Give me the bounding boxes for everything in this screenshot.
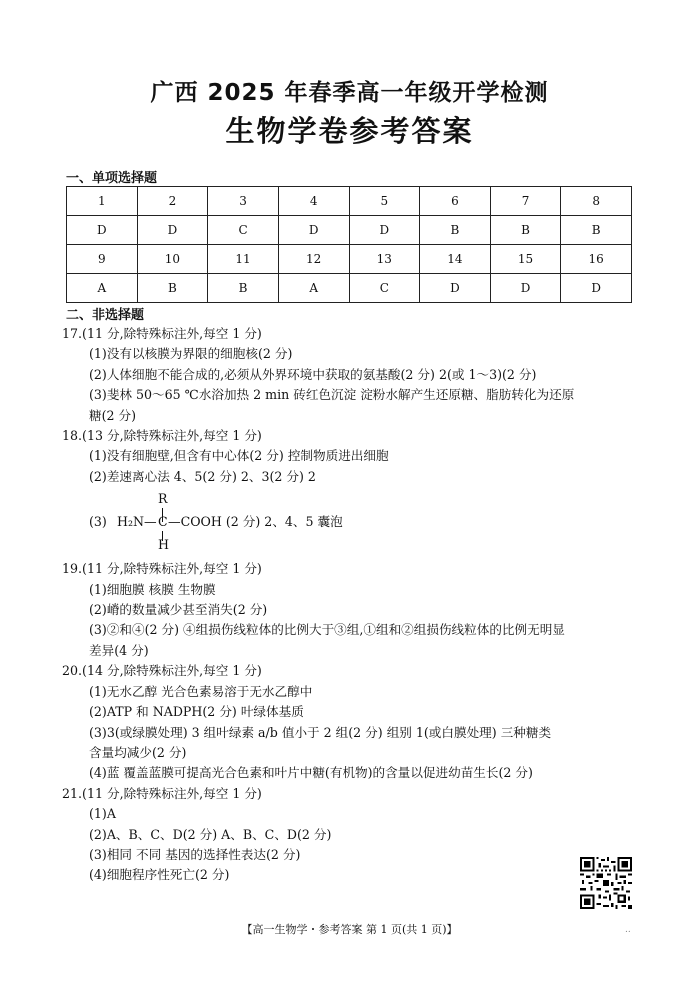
answer-table — [66, 186, 632, 303]
q21-answer-2: (2)A、B、C、D(2 分) A、B、C、D(2 分) — [89, 826, 332, 842]
page-footer: 【高一生物学・参考答案 第 1 页(共 1 页)】 — [241, 923, 458, 936]
table-cell: B — [490, 216, 561, 245]
q17-answer-2: (2)人体细胞不能合成的,必须从外界环境中获取的氨基酸(2 分) 2(或 1～3)(2 分) — [89, 366, 537, 382]
table-cell: 10 — [137, 245, 208, 274]
alpha-carbon: C — [158, 514, 168, 530]
table-cell: 15 — [490, 245, 561, 274]
table-cell: A — [67, 274, 138, 303]
q17-answer-3-cont: 糖(2 分) — [89, 407, 137, 423]
q19-answer-1: (1)细胞膜 核膜 生物膜 — [89, 581, 216, 597]
table-cell: 1 — [67, 187, 138, 216]
table-cell: 9 — [67, 245, 138, 274]
q20-heading: 20.(14 分,除特殊标注外,每空 1 分) — [62, 663, 262, 679]
page-subtitle: 生物学卷参考答案 — [225, 114, 474, 148]
q20-answer-3: (3)3(或绿膜处理) 3 组叶绿素 a/b 值小于 2 组(2 分) 组别 1(或白膜处理) 三种糖类 — [89, 724, 552, 740]
table-row — [67, 274, 632, 303]
table-cell: 4 — [278, 187, 349, 216]
page-title: 广西 2025 年春季高一年级开学检测 — [150, 80, 549, 106]
q17-heading: 17.(11 分,除特殊标注外,每空 1 分) — [62, 326, 262, 341]
section2-heading: 二、非选择题 — [66, 308, 145, 323]
table-cell: D — [490, 274, 561, 303]
table-cell: D — [278, 216, 349, 245]
q21-answer-3: (3)相同 不同 基因的选择性表达(2 分) — [89, 846, 301, 862]
q18-answer-2: (2)差速离心法 4、5(2 分) 2、3(2 分) 2 — [89, 468, 316, 484]
answer-body — [62, 324, 642, 886]
table-row — [67, 216, 632, 245]
table-cell: 13 — [349, 245, 420, 274]
table-cell: 14 — [420, 245, 491, 274]
q20-answer-2: (2)ATP 和 NADPH(2 分) 叶绿体基质 — [89, 704, 304, 720]
q18-answer-1: (1)没有细胞壁,但含有中心体(2 分) 控制物质进出细胞 — [89, 448, 389, 464]
table-cell: D — [561, 274, 632, 303]
table-cell: 5 — [349, 187, 420, 216]
table-cell: B — [420, 216, 491, 245]
table-cell: A — [278, 274, 349, 303]
q19-heading: 19.(11 分,除特殊标注外,每空 1 分) — [62, 561, 262, 577]
table-cell: 3 — [208, 187, 279, 216]
table-cell: 16 — [561, 245, 632, 274]
q17-answer-1: (1)没有以核膜为界限的细胞核(2 分) — [89, 346, 293, 362]
q21-answer-4: (4)细胞程序性死亡(2 分) — [89, 867, 230, 883]
amino-acid-r-group: R — [158, 491, 168, 507]
table-cell: D — [420, 274, 491, 303]
table-cell: B — [137, 274, 208, 303]
table-cell: C — [349, 274, 420, 303]
q19-answer-3-cont: 差异(4 分) — [89, 642, 149, 658]
q18-answer-3-prefix: (3) — [89, 514, 107, 530]
table-cell: B — [561, 216, 632, 245]
table-cell: 12 — [278, 245, 349, 274]
table-cell: B — [208, 274, 279, 303]
table-cell: 11 — [208, 245, 279, 274]
q20-answer-3-cont: 含量均减少(2 分) — [89, 744, 187, 760]
q20-answer-4: (4)蓝 覆盖蓝膜可提高光合色素和叶片中糖(有机物)的含量以促进幼苗生长(2 分) — [89, 765, 533, 781]
q21-heading: 21.(11 分,除特殊标注外,每空 1 分) — [62, 785, 262, 801]
q17-answer-3: (3)斐林 50～65 ℃水浴加热 2 min 砖红色沉淀 淀粉水解产生还原糖、脂肪转化为还原 — [89, 387, 575, 403]
q19-answer-3: (3)②和④(2 分) ④组损伤线粒体的比例大于③组,①组和②组损伤线粒体的比例无明显 — [89, 622, 565, 638]
table-cell: C — [208, 216, 279, 245]
table-row — [67, 187, 632, 216]
table-cell: 7 — [490, 187, 561, 216]
section1-heading: 一、单项选择题 — [66, 171, 158, 186]
amino-group: H₂N— — [117, 514, 157, 530]
table-cell: 8 — [561, 187, 632, 216]
table-cell: D — [67, 216, 138, 245]
table-cell: D — [349, 216, 420, 245]
table-cell: D — [137, 216, 208, 245]
q19-answer-2: (2)嵴的数量减少甚至消失(2 分) — [89, 602, 268, 618]
qr-code-icon[interactable] — [580, 857, 632, 909]
carboxyl-and-answers: —COOH (2 分) 2、4、5 囊泡 — [168, 514, 343, 530]
table-cell: 6 — [420, 187, 491, 216]
amino-acid-h: H — [158, 537, 169, 553]
q18-answer-3 — [62, 487, 642, 559]
q20-answer-1: (1)无水乙醇 光合色素易溶于无水乙醇中 — [89, 683, 313, 699]
q18-heading: 18.(13 分,除特殊标注外,每空 1 分) — [62, 428, 262, 444]
table-cell: 2 — [137, 187, 208, 216]
table-row — [67, 245, 632, 274]
q21-answer-1: (1)A — [89, 806, 116, 822]
corner-mark: .. — [625, 925, 631, 935]
